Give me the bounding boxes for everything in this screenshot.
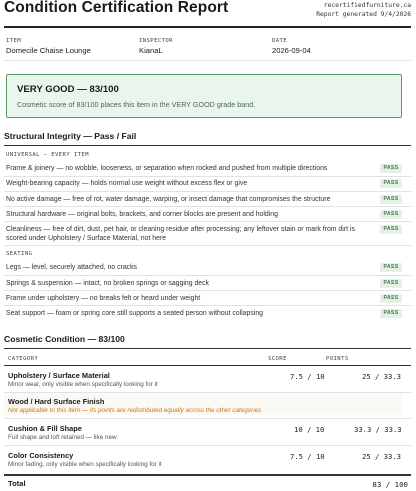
grade-banner — [6, 74, 402, 118]
row-divider — [4, 290, 411, 291]
check-text: Weight-bearing capacity — holds normal use weight without excess flex or give — [6, 180, 248, 187]
generated-date: Report generated 9/4/2026 — [316, 11, 411, 18]
check-text: Cleanliness — free of dirt, dust, pet hair, or cleaning residue after processing; any leftover stain or mark from dirt is scored under Upholstery / Surface Material, not here — [6, 226, 355, 242]
meta-divider — [4, 60, 411, 61]
col-category: CATEGORY — [8, 356, 39, 362]
row-divider — [4, 191, 411, 192]
structural-divider — [4, 145, 411, 146]
category-note: Minor fading, only visible when specifically looking for it — [8, 461, 162, 468]
report-header — [0, 0, 416, 26]
cosmetic-divider — [4, 348, 411, 349]
grade-description: Cosmetic score of 83/100 places this item in the VERY GOOD grade band. — [17, 100, 256, 109]
row-divider — [4, 221, 411, 222]
inspector-value: KianaL — [139, 46, 163, 55]
pass-badge: PASS — [380, 263, 402, 272]
inspector-label: INSPECTOR — [139, 38, 173, 44]
check-text: Seat support — foam or spring core still supports a seated person without collapsing — [6, 310, 264, 317]
category-name: Cushion & Fill Shape — [8, 424, 82, 433]
category-note: Minor wear, only visible when specifically looking for it — [8, 381, 158, 388]
structural-heading: Structural Integrity — Pass / Fail — [4, 131, 137, 141]
pass-badge: PASS — [380, 309, 402, 318]
row-divider — [4, 418, 411, 419]
cosmetic-heading: Cosmetic Condition — 83/100 — [4, 334, 125, 344]
pass-badge: PASS — [380, 294, 402, 303]
category-points: 25 / 33.3 — [362, 372, 401, 381]
pass-badge: PASS — [380, 210, 402, 219]
check-text: No active damage — free of rot, water damage, warping, or insect damage that compromises the structure — [6, 196, 331, 203]
pass-badge: PASS — [380, 195, 402, 204]
row-divider — [4, 445, 411, 446]
row-divider — [4, 245, 411, 246]
check-text: Frame & joinery — no wobble, looseness, or separation when rocked and pushed from multiple directions — [6, 165, 328, 172]
category-score: 10 / 10 — [294, 425, 325, 434]
row-divider — [4, 176, 411, 177]
pass-badge: PASS — [380, 279, 402, 288]
col-points: POINTS — [326, 356, 349, 362]
category-name: Color Consistency — [8, 451, 74, 460]
row-divider — [4, 275, 411, 276]
item-label: ITEM — [6, 38, 22, 44]
check-text: Frame under upholstery — no breaks felt or heard under weight — [6, 295, 201, 302]
table-header-divider — [4, 365, 411, 366]
pass-badge: PASS — [380, 164, 402, 173]
date-value: 2026-09-04 — [272, 46, 311, 55]
header-divider — [4, 26, 411, 28]
site-url: recertifiedfurniture.ca — [323, 2, 411, 9]
grade-title: VERY GOOD — 83/100 — [17, 84, 119, 95]
group-label-universal: UNIVERSAL — EVERY ITEM — [6, 152, 89, 158]
total-label: Total — [8, 479, 26, 488]
category-name: Upholstery / Surface Material — [8, 371, 110, 380]
category-points: 25 / 33.3 — [362, 452, 401, 461]
category-note: Full shape and loft retained — like new — [8, 434, 117, 441]
total-value: 83 / 100 — [372, 480, 408, 489]
category-score: 7.5 / 10 — [290, 372, 325, 381]
category-points: 33.3 / 33.3 — [354, 425, 402, 434]
group-label-seating: SEATING — [6, 251, 33, 257]
row-divider — [4, 305, 411, 306]
row-divider — [4, 206, 411, 207]
total-divider — [4, 474, 411, 476]
category-note-not-applicable: Not applicable to this item — its points are redistributed equally across the other categories — [8, 407, 262, 414]
pass-badge: PASS — [380, 179, 402, 188]
check-text: Springs & suspension — intact, no broken springs or sagging deck — [6, 280, 210, 287]
pass-badge: PASS — [380, 225, 402, 234]
category-name: Wood / Hard Surface Finish — [8, 397, 105, 406]
check-text: Legs — level, securely attached, no cracks — [6, 264, 137, 271]
item-value: Domecile Chaise Lounge — [6, 46, 91, 55]
check-text: Structural hardware — original bolts, brackets, and corner blocks are present and holding — [6, 211, 278, 218]
category-score: 7.5 / 10 — [290, 452, 325, 461]
col-score: SCORE — [268, 356, 287, 362]
date-label: DATE — [272, 38, 288, 44]
report-title: Condition Certification Report — [4, 0, 229, 16]
